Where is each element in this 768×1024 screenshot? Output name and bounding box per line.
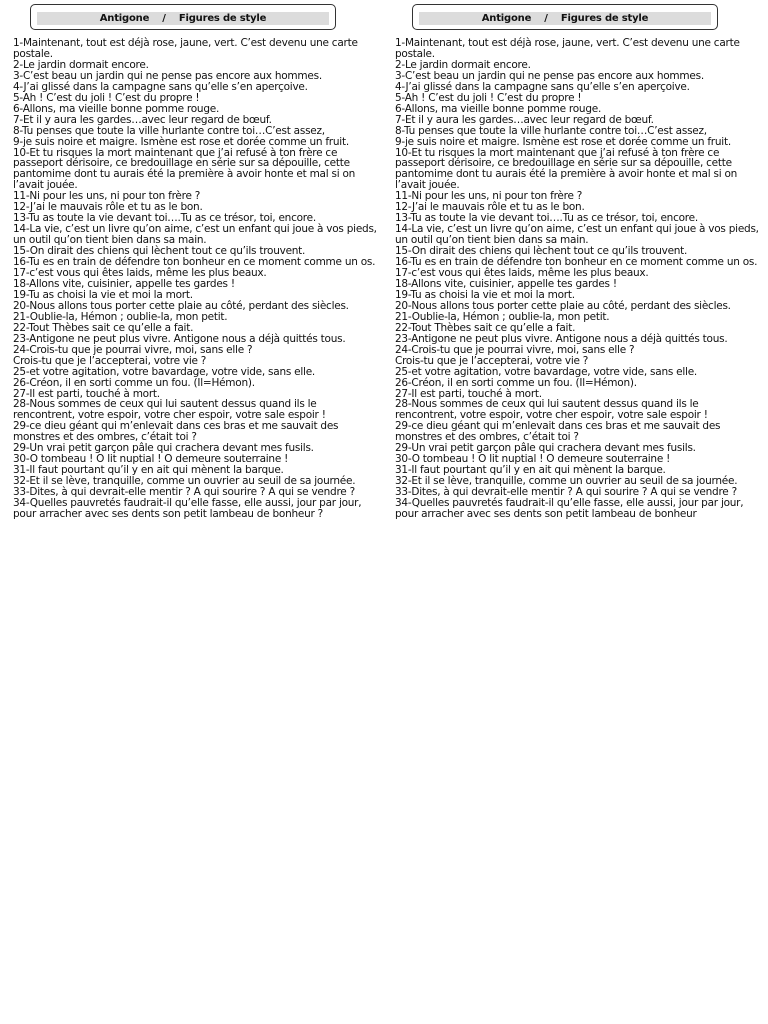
quote-line: 22-Tout Thèbes sait ce qu’elle a fait. xyxy=(13,321,194,334)
quote-line: 10-Et tu risques la mort maintenant que j’ai refusé à ton frère ce passeport dérisoire, ce bredouillage en série sur sa dépouille, cette pantomime dont tu aurais été la première à avoir honte et mal si on l’avait jouée. xyxy=(13,146,356,192)
quote-line: 29-ce dieu géant qui m’enlevait dans ces bras et me sauvait des monstres et des ombres, c’était toi ? xyxy=(395,420,721,444)
quote-line: 20-Nous allons tous porter cette plaie au côté, perdant des siècles. xyxy=(395,299,731,312)
quote-line: 34-Quelles pauvretés faudrait-il qu’elle fasse, elle aussi, jour par jour, pour arracher avec ses dents son petit lambeau de bonheur ? xyxy=(13,497,362,520)
page-title: Antigone / Figures de style xyxy=(419,12,711,25)
quote-line: 21-Oublie-la, Hémon ; oublie-la, mon petit. xyxy=(395,310,610,323)
quote-line: 7-Et il y aura les gardes…avec leur regard de bœuf. xyxy=(13,113,272,126)
quote-list xyxy=(395,38,763,520)
quote-line: 3-C’est beau un jardin qui ne pense pas encore aux hommes. xyxy=(395,69,704,82)
quote-line: 9-je suis noire et maigre. Ismène est rose et dorée comme un fruit. xyxy=(395,135,731,148)
quote-line: 12-J’ai le mauvais rôle et tu as le bon. xyxy=(13,201,203,214)
quote-line: 23-Antigone ne peut plus vivre. Antigone nous a déjà quittés tous. xyxy=(13,332,346,345)
quote-line: 24-Crois-tu que je pourrai vivre, moi, sans elle ? xyxy=(13,343,253,356)
quote-line: 10-Et tu risques la mort maintenant que j’ai refusé à ton frère ce passeport dérisoire, ce bredouillage en série sur sa dépouille, cette pantomime dont tu aurais été la première à avoir honte et mal si on l’avait jouée. xyxy=(395,146,738,192)
quote-line: 29-ce dieu géant qui m’enlevait dans ces bras et me sauvait des monstres et des ombres, c’était toi ? xyxy=(13,420,339,444)
quote-line: 27-Il est parti, touché à mort. xyxy=(395,387,542,400)
quote-line: 8-Tu penses que toute la ville hurlante contre toi…C’est assez, xyxy=(395,124,707,137)
quote-line: 2-Le jardin dormait encore. xyxy=(13,58,149,71)
page-title: Antigone / Figures de style xyxy=(37,12,329,25)
quote-line: 18-Allons vite, cuisinier, appelle tes gardes ! xyxy=(395,277,617,290)
quote-line: 19-Tu as choisi la vie et moi la mort. xyxy=(395,288,575,301)
quote-line: 23-Antigone ne peut plus vivre. Antigone nous a déjà quittés tous. xyxy=(395,332,728,345)
quote-line: 31-Il faut pourtant qu’il y en ait qui mènent la barque. xyxy=(395,464,666,477)
quote-line: 29-Un vrai petit garçon pâle qui crachera devant mes fusils. xyxy=(395,442,696,455)
quote-line: 29-Un vrai petit garçon pâle qui crachera devant mes fusils. xyxy=(13,442,314,455)
quote-line: 11-Ni pour les uns, ni pour ton frère ? xyxy=(13,190,201,203)
quote-line: 4-J’ai glissé dans la campagne sans qu’elle s’en aperçoive. xyxy=(13,80,308,93)
quote-line: 4-J’ai glissé dans la campagne sans qu’elle s’en aperçoive. xyxy=(395,80,690,93)
quote-line: 21-Oublie-la, Hémon ; oublie-la, mon petit. xyxy=(13,310,228,323)
quote-line: 24-Crois-tu que je pourrai vivre, moi, sans elle ? xyxy=(395,343,635,356)
quote-line: 18-Allons vite, cuisinier, appelle tes gardes ! xyxy=(13,277,235,290)
title-box xyxy=(412,4,718,30)
quote-line: 28-Nous sommes de ceux qui lui sautent dessus quand ils le rencontrent, votre espoir, votre cher espoir, votre sale espoir ! xyxy=(13,398,326,422)
quote-line: 13-Tu as toute la vie devant toi….Tu as ce trésor, toi, encore. xyxy=(13,212,316,225)
quote-line: 15-On dirait des chiens qui lèchent tout ce qu’ils trouvent. xyxy=(395,245,688,258)
quote-line: 20-Nous allons tous porter cette plaie au côté, perdant des siècles. xyxy=(13,299,349,312)
quote-line: 15-On dirait des chiens qui lèchent tout ce qu’ils trouvent. xyxy=(13,245,306,258)
quote-line: 3-C’est beau un jardin qui ne pense pas encore aux hommes. xyxy=(13,69,322,82)
quote-line: 16-Tu es en train de défendre ton bonheur en ce moment comme un os. xyxy=(395,256,758,269)
quote-line: 34-Quelles pauvretés faudrait-il qu’elle fasse, elle aussi, jour par jour, pour arracher avec ses dents son petit lambeau de bonheur xyxy=(395,497,744,520)
quote-line: 14-La vie, c’est un livre qu’on aime, c’est un enfant qui joue à vos pieds, un outil qu’on tient bien dans sa main. xyxy=(395,223,759,247)
quote-line: 32-Et il se lève, tranquille, comme un ouvrier au seuil de sa journée. xyxy=(395,475,738,488)
quote-line: 11-Ni pour les uns, ni pour ton frère ? xyxy=(395,190,583,203)
quote-line: 1-Maintenant, tout est déjà rose, jaune, vert. C’est devenu une carte postale. xyxy=(395,37,740,60)
quote-line: 31-Il faut pourtant qu’il y en ait qui mènent la barque. xyxy=(13,464,284,477)
quote-line: 25-et votre agitation, votre bavardage, votre vide, sans elle. xyxy=(395,365,698,378)
quote-line: 14-La vie, c’est un livre qu’on aime, c’est un enfant qui joue à vos pieds, un outil qu’on tient bien dans sa main. xyxy=(13,223,377,247)
quote-line: 7-Et il y aura les gardes…avec leur regard de bœuf. xyxy=(395,113,654,126)
quote-line: 25-et votre agitation, votre bavardage, votre vide, sans elle. xyxy=(13,365,316,378)
quote-line: 16-Tu es en train de défendre ton bonheur en ce moment comme un os. xyxy=(13,256,376,269)
quote-line: 30-O tombeau ! O lit nuptial ! O demeure souterraine ! xyxy=(13,453,289,466)
quote-line: 33-Dites, à qui devrait-elle mentir ? A qui sourire ? A qui se vendre ? xyxy=(13,486,355,499)
quote-line: 2-Le jardin dormait encore. xyxy=(395,58,531,71)
quote-line: 32-Et il se lève, tranquille, comme un ouvrier au seuil de sa journée. xyxy=(13,475,356,488)
quote-line: 17-c’est vous qui êtes laids, même les plus beaux. xyxy=(395,267,649,280)
quote-line: 1-Maintenant, tout est déjà rose, jaune, vert. C’est devenu une carte postale. xyxy=(13,37,358,60)
quote-line: 12-J’ai le mauvais rôle et tu as le bon. xyxy=(395,201,585,214)
quote-line: 26-Créon, il en sorti comme un fou. (Il=Hémon). xyxy=(13,376,255,389)
quote-list xyxy=(13,38,381,520)
quote-line: 27-Il est parti, touché à mort. xyxy=(13,387,160,400)
quote-line: 13-Tu as toute la vie devant toi….Tu as ce trésor, toi, encore. xyxy=(395,212,698,225)
quote-line: 9-je suis noire et maigre. Ismène est rose et dorée comme un fruit. xyxy=(13,135,349,148)
title-box xyxy=(30,4,336,30)
quote-line: Crois-tu que je l’accepterai, votre vie ? xyxy=(13,354,207,367)
quote-line: 22-Tout Thèbes sait ce qu’elle a fait. xyxy=(395,321,576,334)
quote-line: 33-Dites, à qui devrait-elle mentir ? A qui sourire ? A qui se vendre ? xyxy=(395,486,737,499)
quote-line: 6-Allons, ma vieille bonne pomme rouge. xyxy=(395,102,602,115)
worksheet-left xyxy=(13,4,381,520)
quote-line: 17-c’est vous qui êtes laids, même les plus beaux. xyxy=(13,267,267,280)
quote-line: 5-Ah ! C’est du joli ! C’est du propre ! xyxy=(13,91,200,104)
quote-line: 28-Nous sommes de ceux qui lui sautent dessus quand ils le rencontrent, votre espoir, votre cher espoir, votre sale espoir ! xyxy=(395,398,708,422)
quote-line: 6-Allons, ma vieille bonne pomme rouge. xyxy=(13,102,220,115)
quote-line: 26-Créon, il en sorti comme un fou. (Il=Hémon). xyxy=(395,376,637,389)
quote-line: 30-O tombeau ! O lit nuptial ! O demeure souterraine ! xyxy=(395,453,671,466)
quote-line: 8-Tu penses que toute la ville hurlante contre toi…C’est assez, xyxy=(13,124,325,137)
quote-line: Crois-tu que je l’accepterai, votre vie ? xyxy=(395,354,589,367)
quote-line: 19-Tu as choisi la vie et moi la mort. xyxy=(13,288,193,301)
quote-line: 5-Ah ! C’est du joli ! C’est du propre ! xyxy=(395,91,582,104)
worksheet-right xyxy=(395,4,763,520)
